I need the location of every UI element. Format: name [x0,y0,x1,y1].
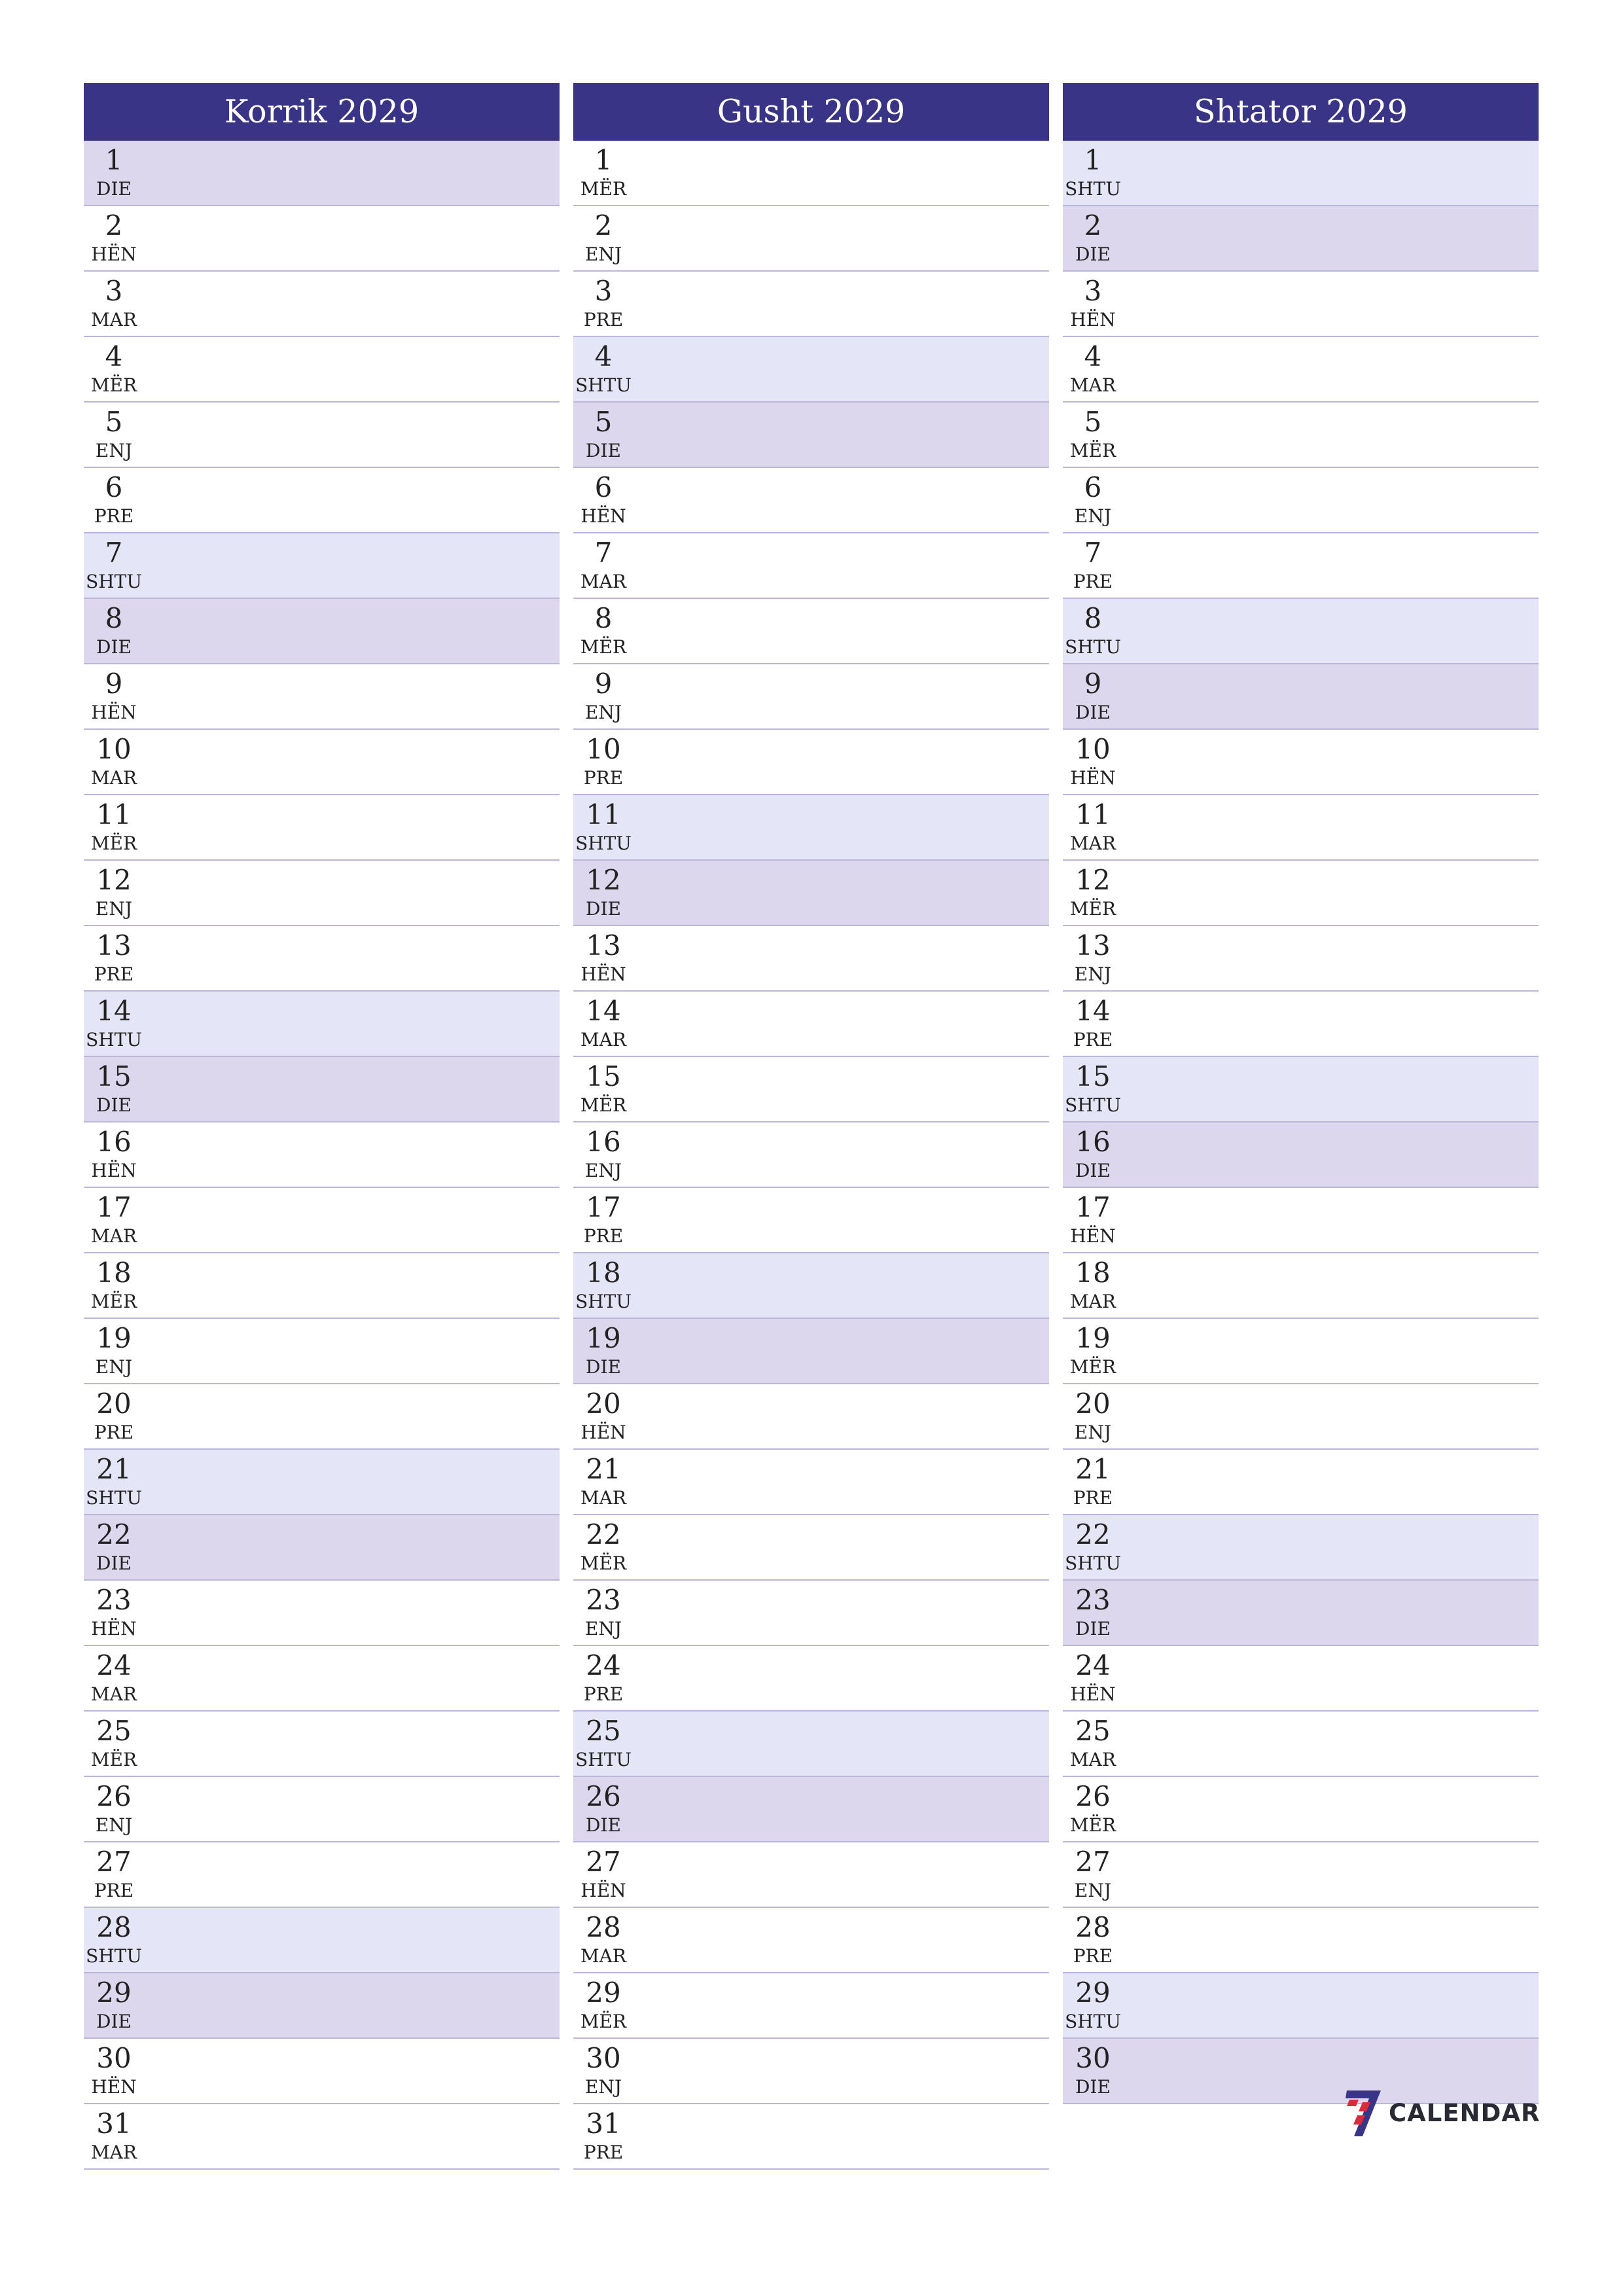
day-number: 11 [1075,798,1111,831]
day-number: 2 [105,209,123,242]
day-row [84,272,560,337]
day-row [573,730,1049,795]
day-number: 7 [1084,537,1102,569]
day-number: 29 [586,1977,621,2009]
day-row [84,1450,560,1515]
day-number: 11 [586,798,621,831]
day-number: 2 [594,209,613,242]
day-number: 18 [96,1257,132,1289]
weekday-label: HËN [91,1618,137,1640]
weekday-label: PRE [94,1422,134,1443]
weekday-label: MAR [91,309,137,331]
weekday-label: MAR [1070,374,1116,396]
brand-text: CALENDAR [1389,2098,1541,2127]
day-row [84,1515,560,1581]
day-number: 22 [1075,1518,1111,1551]
weekday-label: ENJ [95,898,133,920]
day-row [84,1319,560,1384]
weekday-label: HËN [1070,1225,1116,1247]
day-row [573,2039,1049,2104]
day-number: 30 [586,2042,621,2074]
weekday-label: ENJ [1074,963,1112,985]
day-row [573,861,1049,926]
weekday-label: ENJ [95,1814,133,1836]
day-row [573,1712,1049,1777]
weekday-label: MAR [580,1945,626,1967]
day-number: 14 [96,995,132,1027]
month-column-september [1063,83,1539,2170]
weekday-label: ENJ [1074,505,1112,527]
weekday-label: MAR [1070,1291,1116,1312]
day-row [84,2104,560,2170]
weekday-label: HËN [580,963,626,985]
day-row [1063,1581,1539,1646]
weekday-label: MAR [91,1225,137,1247]
day-number: 16 [1075,1126,1111,1158]
day-number: 8 [594,602,613,634]
day-row [84,1122,560,1188]
day-number: 26 [586,1780,621,1812]
day-number: 4 [105,340,123,372]
day-number: 10 [1075,733,1111,765]
weekday-label: DIE [96,2011,132,2032]
day-number: 3 [594,275,613,307]
weekday-label: SHTU [86,1945,142,1967]
day-row [573,664,1049,730]
day-number: 26 [96,1780,132,1812]
day-row [1063,1450,1539,1515]
day-number: 15 [586,1060,621,1092]
weekday-label: PRE [94,505,134,527]
day-row [573,1842,1049,1908]
day-row [84,1908,560,1973]
weekday-label: ENJ [584,702,622,723]
weekday-label: HËN [580,505,626,527]
day-number: 4 [594,340,613,372]
day-row [1063,403,1539,468]
day-row [573,1646,1049,1712]
day-row [573,337,1049,403]
day-row [1063,664,1539,730]
weekday-label: DIE [1075,1618,1111,1640]
weekday-label: MAR [580,571,626,592]
day-number: 5 [1084,406,1102,438]
day-number: 14 [1075,995,1111,1027]
month-column-july [84,83,560,2170]
day-row [1063,730,1539,795]
day-row [84,599,560,664]
day-row [1063,1973,1539,2039]
day-row [573,1057,1049,1122]
weekday-label: PRE [583,2142,624,2163]
day-row [1063,1646,1539,1712]
day-row [573,1777,1049,1842]
day-row [1063,1712,1539,1777]
weekday-label: ENJ [95,440,133,461]
day-number: 16 [586,1126,621,1158]
weekday-label: SHTU [86,571,142,592]
weekday-label: PRE [583,309,624,331]
day-row [84,533,560,599]
weekday-label: HËN [91,243,137,265]
day-row [84,1777,560,1842]
day-number: 7 [594,537,613,569]
day-row [1063,1057,1539,1122]
day-row [1063,1842,1539,1908]
day-number: 25 [586,1715,621,1747]
day-row [1063,1319,1539,1384]
day-number: 12 [1075,864,1111,896]
day-row [1063,795,1539,861]
day-row [573,403,1049,468]
month-title: Korrik 2029 [84,83,560,141]
weekday-label: MËR [580,1552,627,1574]
day-row [1063,1777,1539,1842]
day-number: 6 [594,471,613,503]
weekday-label: ENJ [584,243,622,265]
day-row [84,1253,560,1319]
weekday-label: DIE [96,1094,132,1116]
weekday-label: MAR [1070,833,1116,854]
day-number: 20 [1075,1388,1111,1420]
day-number: 9 [1084,668,1102,700]
weekday-label: DIE [96,636,132,658]
weekday-label: PRE [1073,1029,1113,1050]
day-row [84,1712,560,1777]
weekday-label: DIE [1075,2076,1111,2098]
day-row [84,468,560,533]
weekday-label: DIE [96,1552,132,1574]
day-number: 29 [96,1977,132,2009]
weekday-label: HËN [1070,1683,1116,1705]
day-row [1063,1515,1539,1581]
weekday-label: MËR [90,833,137,854]
day-number: 7 [105,537,123,569]
weekday-label: MËR [90,374,137,396]
day-number: 29 [1075,1977,1111,2009]
day-number: 31 [586,2108,621,2140]
day-row [573,141,1049,206]
day-number: 9 [105,668,123,700]
day-number: 12 [586,864,621,896]
day-row [573,1253,1049,1319]
day-number: 13 [1075,929,1111,961]
weekday-label: SHTU [1065,1552,1121,1574]
day-row [1063,1253,1539,1319]
day-row [573,2104,1049,2170]
day-number: 19 [1075,1322,1111,1354]
day-list [1063,141,1539,2104]
day-number: 18 [586,1257,621,1289]
day-row [573,206,1049,272]
weekday-label: MAR [91,2142,137,2163]
weekday-label: ENJ [95,1356,133,1378]
weekday-label: SHTU [86,1029,142,1050]
day-row [1063,206,1539,272]
weekday-label: DIE [586,440,621,461]
weekday-label: MËR [90,1291,137,1312]
day-number: 23 [96,1584,132,1616]
weekday-label: PRE [94,1880,134,1901]
day-number: 3 [1084,275,1102,307]
day-number: 11 [96,798,132,831]
weekday-label: SHTU [1065,178,1121,200]
weekday-label: HËN [580,1880,626,1901]
day-number: 24 [1075,1649,1111,1681]
seven-logo-icon [1343,2088,1382,2138]
weekday-label: SHTU [1065,1094,1121,1116]
day-row [84,795,560,861]
day-number: 15 [1075,1060,1111,1092]
day-number: 1 [594,144,613,176]
day-number: 17 [586,1191,621,1223]
day-row [84,926,560,992]
day-number: 21 [1075,1453,1111,1485]
day-number: 22 [586,1518,621,1551]
day-number: 8 [1084,602,1102,634]
weekday-label: SHTU [575,1291,632,1312]
day-number: 30 [1075,2042,1111,2074]
day-list [573,141,1049,2170]
weekday-label: SHTU [1065,2011,1121,2032]
day-row [573,533,1049,599]
day-number: 20 [96,1388,132,1420]
day-number: 26 [1075,1780,1111,1812]
day-row [1063,599,1539,664]
day-row [84,664,560,730]
day-number: 8 [105,602,123,634]
day-row [573,599,1049,664]
weekday-label: PRE [1073,571,1113,592]
weekday-label: SHTU [575,833,632,854]
weekday-label: MAR [580,1029,626,1050]
weekday-label: HËN [1070,767,1116,789]
day-row [84,1581,560,1646]
day-number: 23 [586,1584,621,1616]
day-row [573,1515,1049,1581]
day-number: 1 [1084,144,1102,176]
day-row [573,272,1049,337]
day-number: 4 [1084,340,1102,372]
weekday-label: PRE [583,1225,624,1247]
weekday-label: SHTU [575,374,632,396]
day-number: 5 [594,406,613,438]
brand-logo [1343,2087,1540,2139]
day-row [1063,861,1539,926]
weekday-label: DIE [1075,702,1111,723]
day-number: 28 [96,1911,132,1943]
weekday-label: PRE [583,1683,624,1705]
weekday-label: ENJ [584,1618,622,1640]
day-row [573,992,1049,1057]
weekday-label: SHTU [1065,636,1121,658]
weekday-label: MËR [1069,440,1116,461]
weekday-label: MËR [90,1749,137,1770]
weekday-label: DIE [96,178,132,200]
weekday-label: HËN [91,2076,137,2098]
month-title: Gusht 2029 [573,83,1049,141]
day-row [1063,533,1539,599]
day-row [573,1973,1049,2039]
day-row [84,861,560,926]
day-number: 2 [1084,209,1102,242]
day-number: 1 [105,144,123,176]
day-row [84,403,560,468]
day-number: 22 [96,1518,132,1551]
day-row [573,1450,1049,1515]
weekday-label: MËR [1069,898,1116,920]
day-row [1063,272,1539,337]
weekday-label: MËR [580,1094,627,1116]
day-number: 21 [96,1453,132,1485]
weekday-label: ENJ [1074,1880,1112,1901]
day-number: 28 [586,1911,621,1943]
day-number: 3 [105,275,123,307]
weekday-label: PRE [1073,1945,1113,1967]
day-number: 27 [586,1846,621,1878]
day-row [84,1646,560,1712]
day-row [84,1842,560,1908]
weekday-label: MAR [580,1487,626,1509]
day-number: 30 [96,2042,132,2074]
day-number: 6 [1084,471,1102,503]
weekday-label: SHTU [86,1487,142,1509]
day-number: 24 [586,1649,621,1681]
weekday-label: MËR [580,178,627,200]
weekday-label: ENJ [584,1160,622,1181]
weekday-label: PRE [1073,1487,1113,1509]
day-number: 10 [586,733,621,765]
weekday-label: DIE [586,898,621,920]
day-list [84,141,560,2170]
day-number: 12 [96,864,132,896]
day-row [1063,1122,1539,1188]
weekday-label: PRE [94,963,134,985]
weekday-label: DIE [1075,1160,1111,1181]
month-column-august [573,83,1049,2170]
weekday-label: MËR [580,636,627,658]
day-row [84,730,560,795]
day-number: 9 [594,668,613,700]
day-number: 17 [96,1191,132,1223]
weekday-label: SHTU [575,1749,632,1770]
weekday-label: MËR [580,2011,627,2032]
day-row [84,141,560,206]
day-number: 18 [1075,1257,1111,1289]
weekday-label: HËN [91,702,137,723]
day-number: 25 [1075,1715,1111,1747]
weekday-label: MAR [91,1683,137,1705]
day-row [1063,926,1539,992]
day-row [573,468,1049,533]
day-number: 17 [1075,1191,1111,1223]
day-row [1063,992,1539,1057]
day-row [84,992,560,1057]
weekday-label: DIE [586,1814,621,1836]
weekday-label: ENJ [1074,1422,1112,1443]
day-number: 21 [586,1453,621,1485]
day-number: 5 [105,406,123,438]
day-row [573,795,1049,861]
weekday-label: MAR [1070,1749,1116,1770]
day-number: 27 [1075,1846,1111,1878]
day-number: 16 [96,1126,132,1158]
day-row [1063,468,1539,533]
day-row [1063,1908,1539,1973]
day-number: 6 [105,471,123,503]
day-number: 31 [96,2108,132,2140]
day-row [84,2039,560,2104]
weekday-label: HËN [580,1422,626,1443]
weekday-label: MAR [91,767,137,789]
weekday-label: ENJ [584,2076,622,2098]
day-number: 23 [1075,1584,1111,1616]
day-row [84,1188,560,1253]
day-number: 14 [586,995,621,1027]
weekday-label: HËN [1070,309,1116,331]
day-row [573,1581,1049,1646]
day-row [573,1384,1049,1450]
day-row [84,1384,560,1450]
day-number: 19 [586,1322,621,1354]
day-row [84,1973,560,2039]
day-row [1063,1188,1539,1253]
weekday-label: MËR [1069,1814,1116,1836]
weekday-label: HËN [91,1160,137,1181]
day-row [573,1319,1049,1384]
day-row [84,337,560,403]
day-row [84,1057,560,1122]
weekday-label: MËR [1069,1356,1116,1378]
day-number: 25 [96,1715,132,1747]
day-number: 19 [96,1322,132,1354]
day-row [573,1908,1049,1973]
day-number: 27 [96,1846,132,1878]
day-number: 24 [96,1649,132,1681]
day-number: 20 [586,1388,621,1420]
day-number: 15 [96,1060,132,1092]
weekday-label: DIE [586,1356,621,1378]
day-number: 10 [96,733,132,765]
weekday-label: PRE [583,767,624,789]
day-number: 13 [586,929,621,961]
day-row [1063,1384,1539,1450]
day-number: 28 [1075,1911,1111,1943]
month-title: Shtator 2029 [1063,83,1539,141]
day-row [1063,141,1539,206]
day-row [573,1122,1049,1188]
day-number: 13 [96,929,132,961]
weekday-label: DIE [1075,243,1111,265]
day-row [573,926,1049,992]
calendar-grid [84,83,1539,2170]
day-row [573,1188,1049,1253]
day-row [1063,337,1539,403]
day-row [84,206,560,272]
